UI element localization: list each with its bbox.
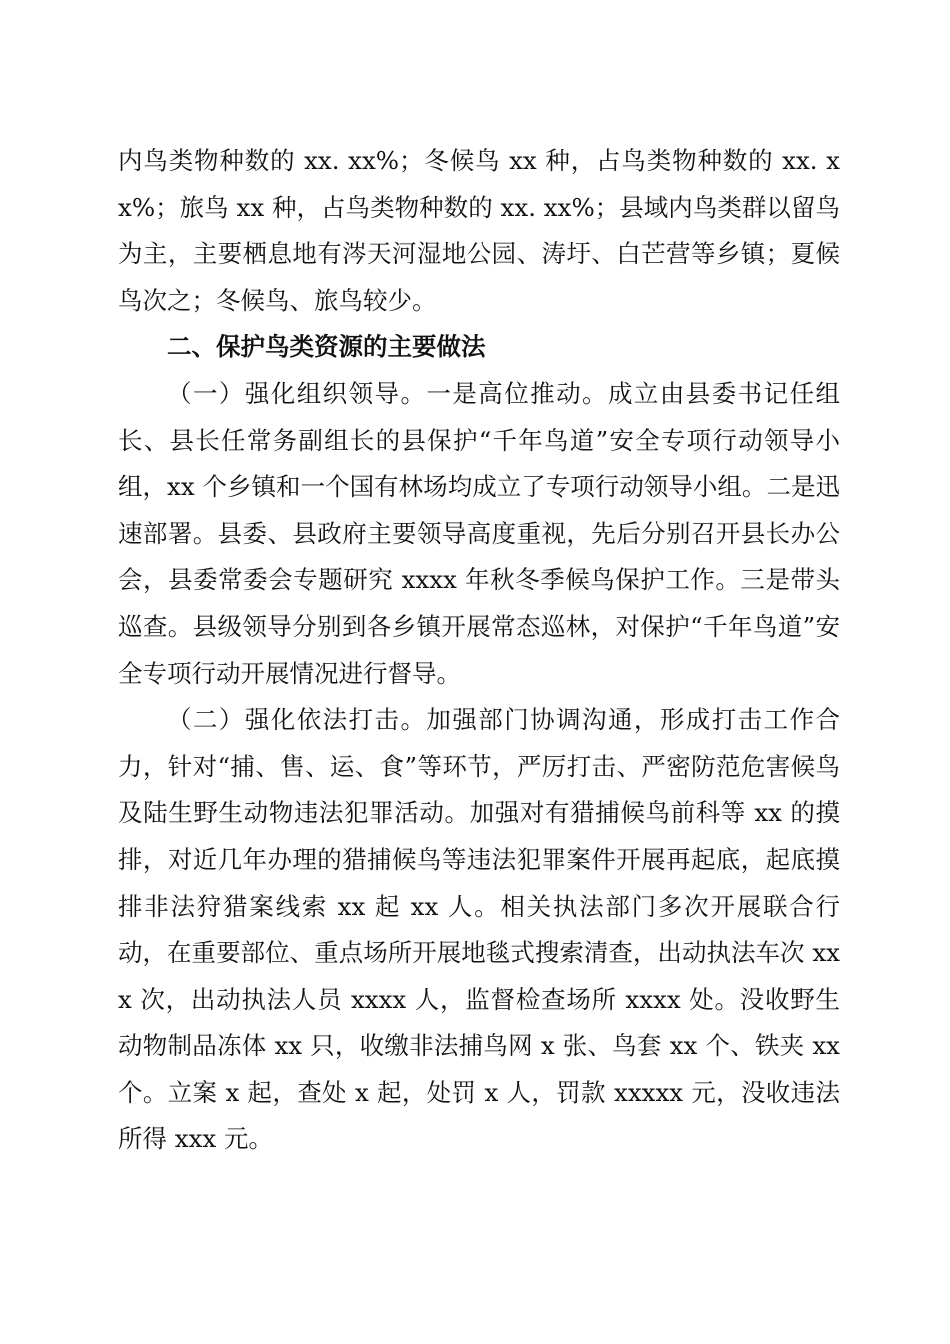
paragraph-organization-leadership xyxy=(118,371,840,697)
document-body xyxy=(118,138,840,1163)
section-heading-main-practices: 二、保护鸟类资源的主要做法 xyxy=(167,332,486,362)
paragraph-bird-species-stats: 内鸟类物种数的 xx. xx%；冬候鸟 xx 种，占鸟类物种数的 xx. xx%；旅鸟 xx 种，占鸟类物种数的 xx. xx%；县域内鸟类群以留鸟为主，主要栖息地有涔天河湿地公园、涛圩、白芒营等乡镇；夏候鸟次之；冬候鸟、旅鸟较少。 xyxy=(118,146,840,315)
paragraph-law-enforcement xyxy=(118,697,840,1163)
subsection-title-organization: （一）强化组织领导。 xyxy=(167,378,427,408)
subsection-body-enforcement: 加强部门协调沟通，形成打击工作合力，针对“捕、售、运、食”等环节，严厉打击、严密防范危害候鸟及陆生野生动物违法犯罪活动。加强对有猎捕候鸟前科等 xx 的摸排，对近几年办理的猎捕候鸟等违法犯罪案件开展再起底，起底摸排非法狩猎案线索 xx 起 xx 人。相关执法部门多次开展联合行动，在重要部位、重点场所开展地毯式搜索清查，出动执法车次 xxx 次，出动执法人员 xxxx 人，监督检查场所 xxxx 处。没收野生动物制品冻体 xx 只，收缴非法捕鸟网 x 张、鸟套 xx 个、铁夹 xx 个。立案 x 起，查处 x 起，处罚 x 人，罚款 xxxxx 元，没收违法所得 xxx 元。 xyxy=(118,705,841,1154)
subsection-title-enforcement: （二）强化依法打击。 xyxy=(167,705,427,735)
subsection-body-organization: 一是高位推动。成立由县委书记任组长、县长任常务副组长的县保护“千年鸟道”安全专项行动领导小组，xx 个乡镇和一个国有林场均成立了专项行动领导小组。二是迅速部署。县委、县政府主要领导高度重视，先后分别召开县长办公会，县委常委会专题研究 xxxx 年秋冬季候鸟保护工作。三是带头巡查。县级领导分别到各乡镇开展常态巡林，对保护“千年鸟道”安全专项行动开展情况进行督导。 xyxy=(118,378,841,688)
